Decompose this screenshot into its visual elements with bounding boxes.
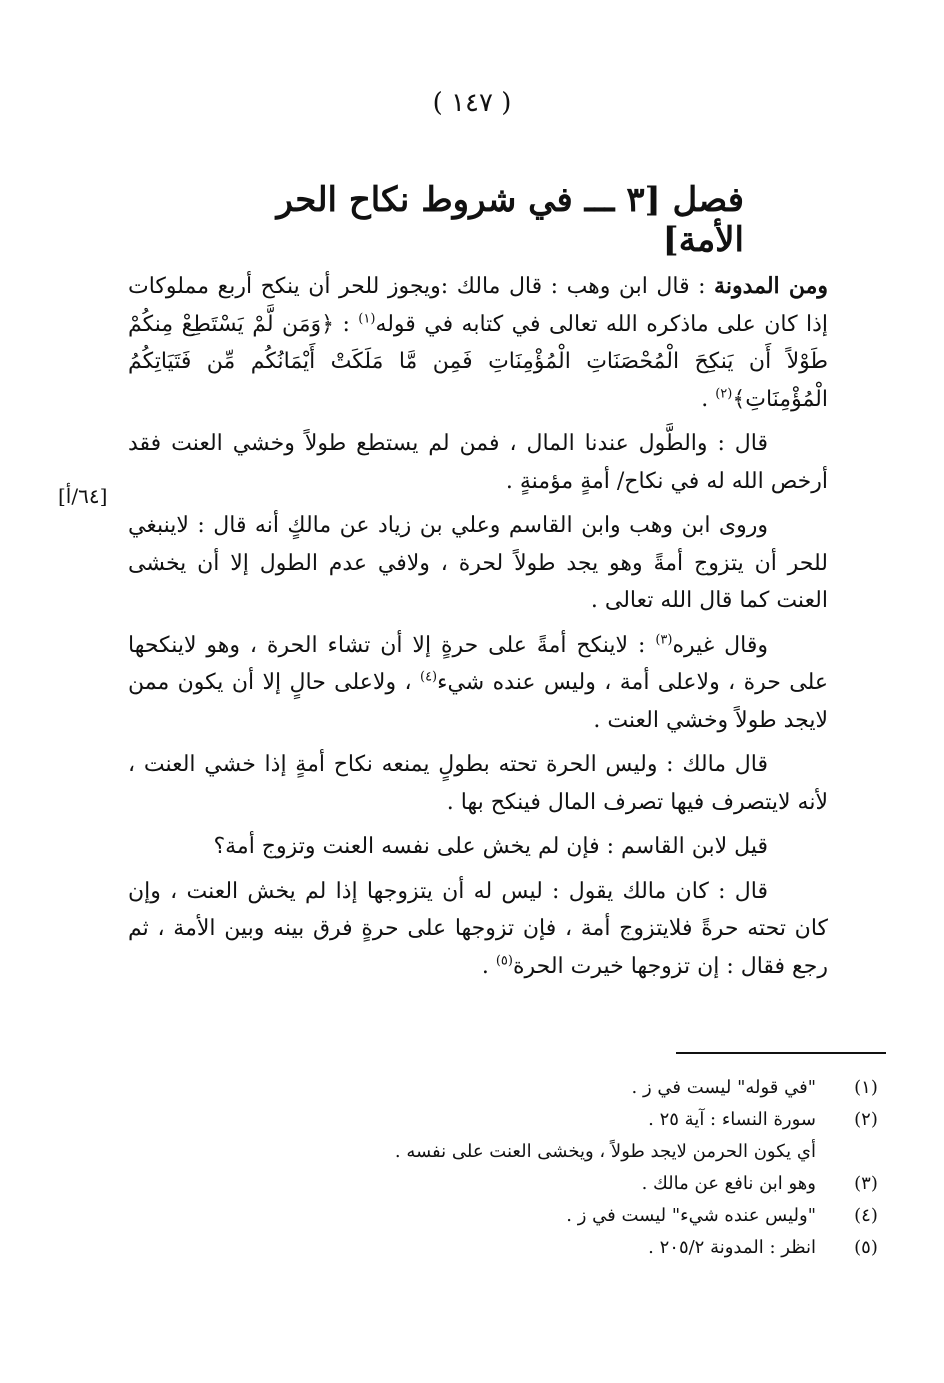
paragraph-3: وروى ابن وهب وابن القاسم وعلي بن زياد عن مالكٍ أنه قال : لاينبغي للحر أن يتزوج أمةً وهو يجد طولاً لحرة ، ولافي عدم الطول إلا أن يخشى العنت كما قال الله تعالى . — [128, 513, 828, 613]
footnote — [0, 1232, 944, 1264]
footnote-separator — [676, 1052, 886, 1054]
footnote-marker: (٣) — [655, 632, 673, 648]
footnote-marker: (٢) — [715, 386, 733, 402]
footnote-marker: (١) — [358, 311, 376, 327]
margin-folio-reference: [٦٤/أ] — [58, 484, 108, 508]
footnote-text: انظر : المدونة ٢٠٥/٢ . — [648, 1237, 816, 1258]
footnote — [0, 1104, 944, 1136]
footnote-marker: (٤) — [419, 669, 438, 685]
footnote-number: (١) — [854, 1077, 878, 1098]
footnote — [0, 1200, 944, 1232]
footnote-text: أي يكون الحرمن لايجد طولاً ، ويخشى العنت على نفسه . — [394, 1141, 816, 1162]
paragraph-text: : قال ابن وهب : قال مالك :ويجوز للحر أن ينكح أربع مملوكات إذا كان على ماذكره الله تعالى في كتابه في قوله — [128, 274, 828, 337]
footnote — [0, 1072, 944, 1104]
paragraph-4 — [128, 627, 828, 740]
footnote — [0, 1136, 944, 1168]
footnote-text: "في قوله" ليست في ز . — [631, 1077, 816, 1098]
paragraph-6: قيل لابن القاسم : فإن لم يخش على نفسه العنت وتزوج أمة؟ — [213, 834, 768, 859]
footnote-number: (٣) — [854, 1173, 878, 1194]
paragraph-text: ، ولاعلى حالٍ إلا أن يكون ممن لايجد طولاً وخشي العنت . — [128, 670, 828, 733]
footnote-text: "وليس عنده شيء" ليست في ز . — [566, 1205, 816, 1226]
paragraph-text: وقال غيره — [672, 632, 769, 658]
footnote — [0, 1168, 944, 1200]
paragraph-1 — [128, 268, 828, 418]
paragraph-text: . — [701, 386, 716, 412]
footnote-number: (٥) — [854, 1237, 878, 1258]
body-text — [128, 268, 828, 992]
paragraph-lead: ومن المدونة — [714, 273, 828, 299]
footnote-marker: (٥) — [495, 953, 513, 969]
paragraph-text: . — [481, 953, 496, 979]
paragraph-text: : — [334, 311, 359, 337]
footnote-text: سورة النساء : آية ٢٥ . — [648, 1109, 816, 1130]
paragraph-5: قال مالك : وليس الحرة تحته بطولٍ يمنعه نكاح أمةٍ إذا خشي العنت ، لأنه لايتصرف فيها تصرف المال فينكح بها . — [128, 752, 828, 815]
paragraph-text: : لاينكح أمةً على حرةٍ إلا أن تشاء الحرة ، وهو لاينكحها على حرة ، ولاعلى أمة ، وليس عنده شيء — [128, 632, 828, 695]
footnotes — [0, 1072, 944, 1264]
paragraph-2: قال : والطَّول عندنا المال ، فمن لم يستطع طولاً وخشي العنت فقد أرخص الله له في نكاح/ أمةٍ مؤمنةٍ . — [128, 431, 828, 494]
footnote-number: (٢) — [854, 1109, 878, 1130]
paragraph-7 — [128, 873, 828, 986]
paragraph-text: قال : كان مالك يقول : ليس له أن يتزوجها إذا لم يخش العنت ، وإن كان تحته حرةً فلايتزوج أمة ، فإن تزوجها على حرةٍ فرق بينه وبين الأمة ، ثم رجع فقال : إن تزوجها خيرت الحرة — [128, 878, 828, 979]
quran-verse: ﴿وَمَن لَّمْ يَسْتَطِعْ مِنكُمْ طَوْلاً أَن يَنكِحَ الْمُحْصَنَاتِ الْمُؤْمِنَاتِ فَمِن مَّا مَلَكَتْ أَيْمَانُكُم مِّن فَتَيَاتِكُمُ الْمُؤْمِنَاتِ﴾ — [128, 311, 828, 412]
footnote-text: وهو ابن نافع عن مالك . — [641, 1173, 816, 1194]
footnote-number: (٤) — [854, 1205, 878, 1226]
chapter-title: فصل [٣ ـــ في شروط نكاح الحر الأمة] — [276, 180, 744, 260]
page-number: ( ١٤٧ ) — [432, 88, 512, 118]
